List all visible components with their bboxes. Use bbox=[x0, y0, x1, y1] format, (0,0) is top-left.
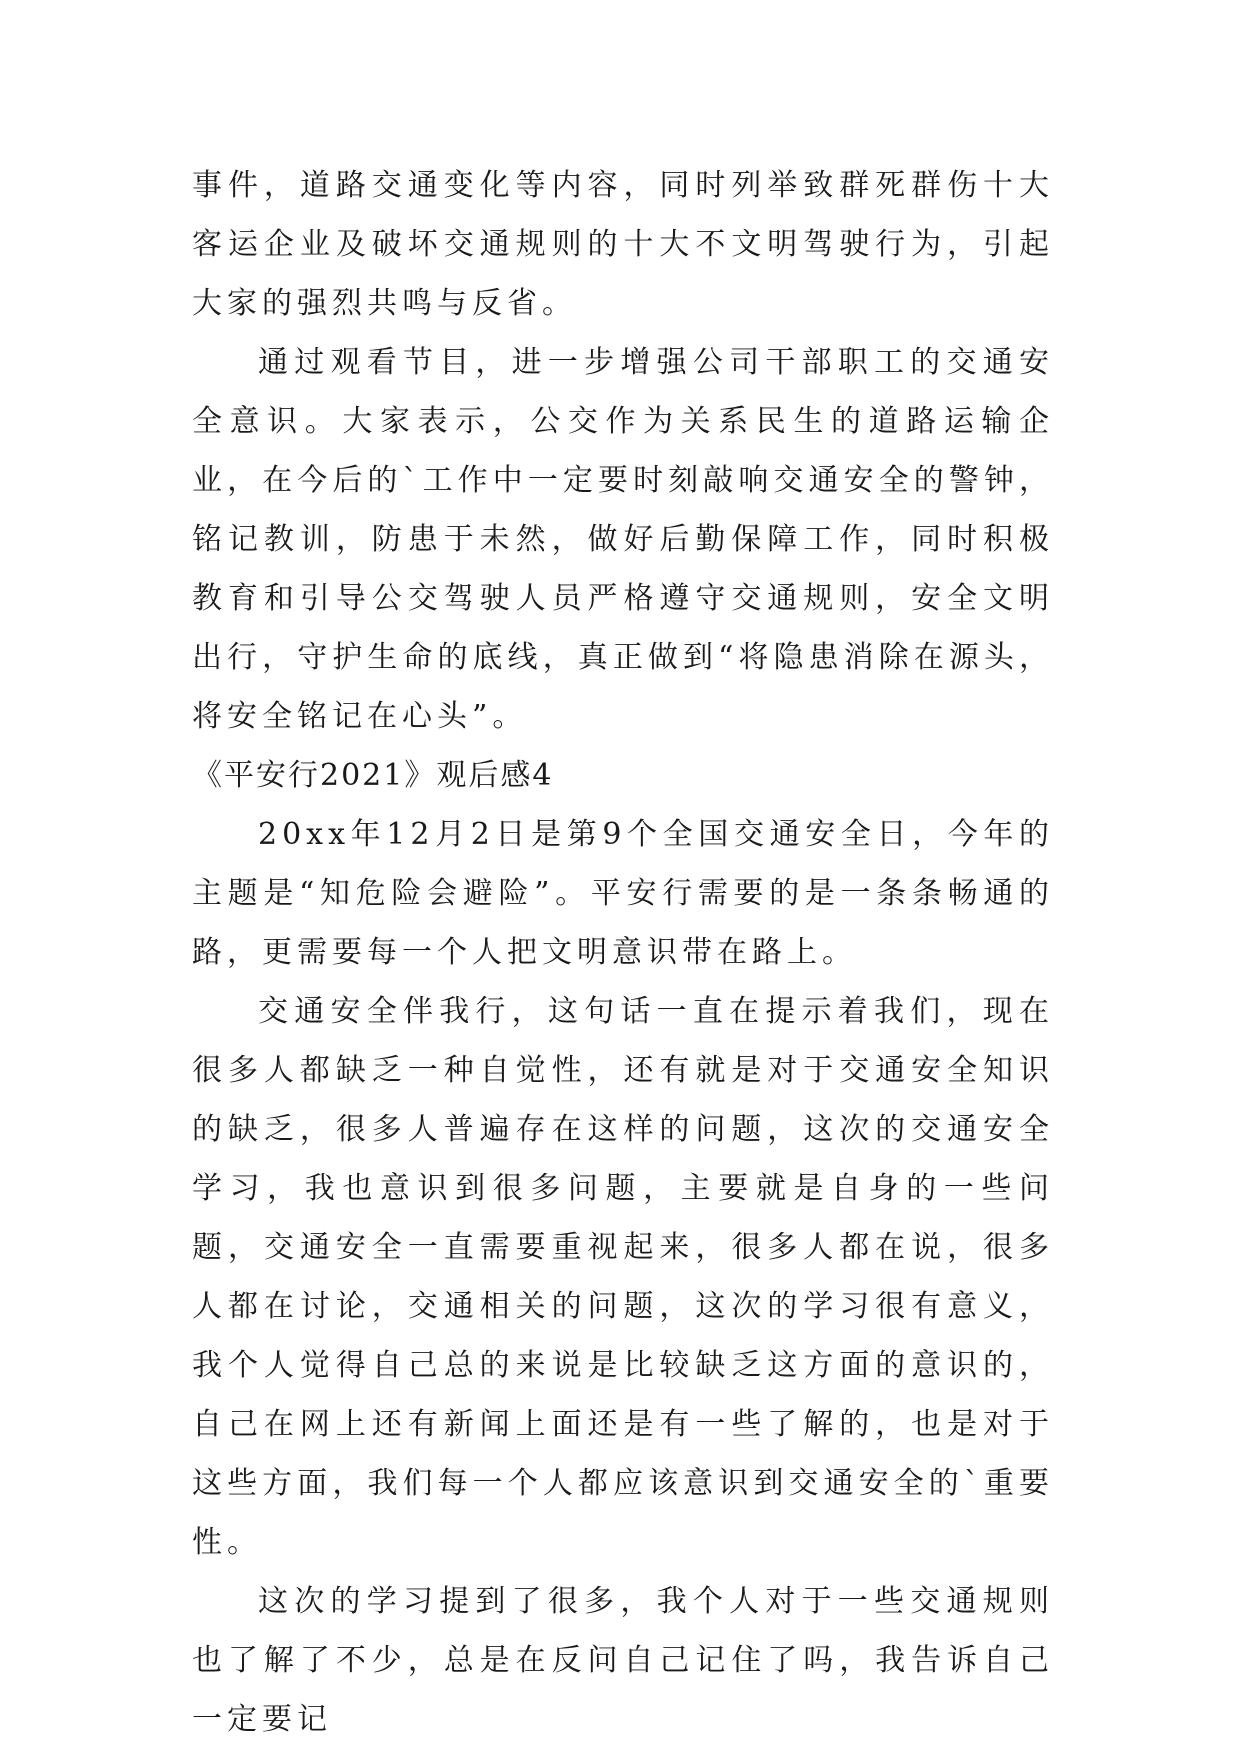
paragraph-traffic-safety: 交通安全伴我行，这句话一直在提示着我们，现在很多人都缺乏一种自觉性，还有就是对于交通安全知识的缺乏，很多人普遍存在这样的问题，这次的交通安全学习，我也意识到很多问题，主要就是自身的一些问题，交通安全一直需要重视起来，很多人都在说，很多人都在讨论，交通相关的问题，这次的学习很有意义，我个人觉得自己总的来说是比较缺乏这方面的意识的，自己在网上还有新闻上面还是有一些了解的，也是对于这些方面，我们每一个人都应该意识到交通安全的`重要性。 bbox=[192, 994, 1054, 1560]
paragraph-continued: 事件，道路交通变化等内容，同时列举致群死群伤十大客运企业及破坏交通规则的十大不文明驾驶行为，引起大家的强烈共鸣与反省。 bbox=[192, 168, 1054, 321]
paragraph-learning: 这次的学习提到了很多，我个人对于一些交通规则也了解了不少，总是在反问自己记住了吗，我告诉自己一定要记 bbox=[192, 1584, 1054, 1737]
document-body bbox=[192, 156, 1054, 1749]
paragraph-safety-awareness: 通过观看节目，进一步增强公司干部职工的交通安全意识。大家表示，公交作为关系民生的道路运输企业，在今后的`工作中一定要时刻敲响交通安全的警钟，铭记教训，防患于未然，做好后勤保障工作，同时积极教育和引导公交驾驶人员严格遵守交通规则，安全文明出行，守护生命的底线，真正做到“将隐患消除在源头，将安全铭记在心头”。 bbox=[192, 345, 1054, 734]
section-heading: 《平安行2021》观后感4 bbox=[192, 758, 554, 793]
paragraph-safety-day: 20xx年12月2日是第9个全国交通安全日，今年的主题是“知危险会避险”。平安行需要的是一条条畅通的路，更需要每一个人把文明意识带在路上。 bbox=[192, 817, 1054, 970]
